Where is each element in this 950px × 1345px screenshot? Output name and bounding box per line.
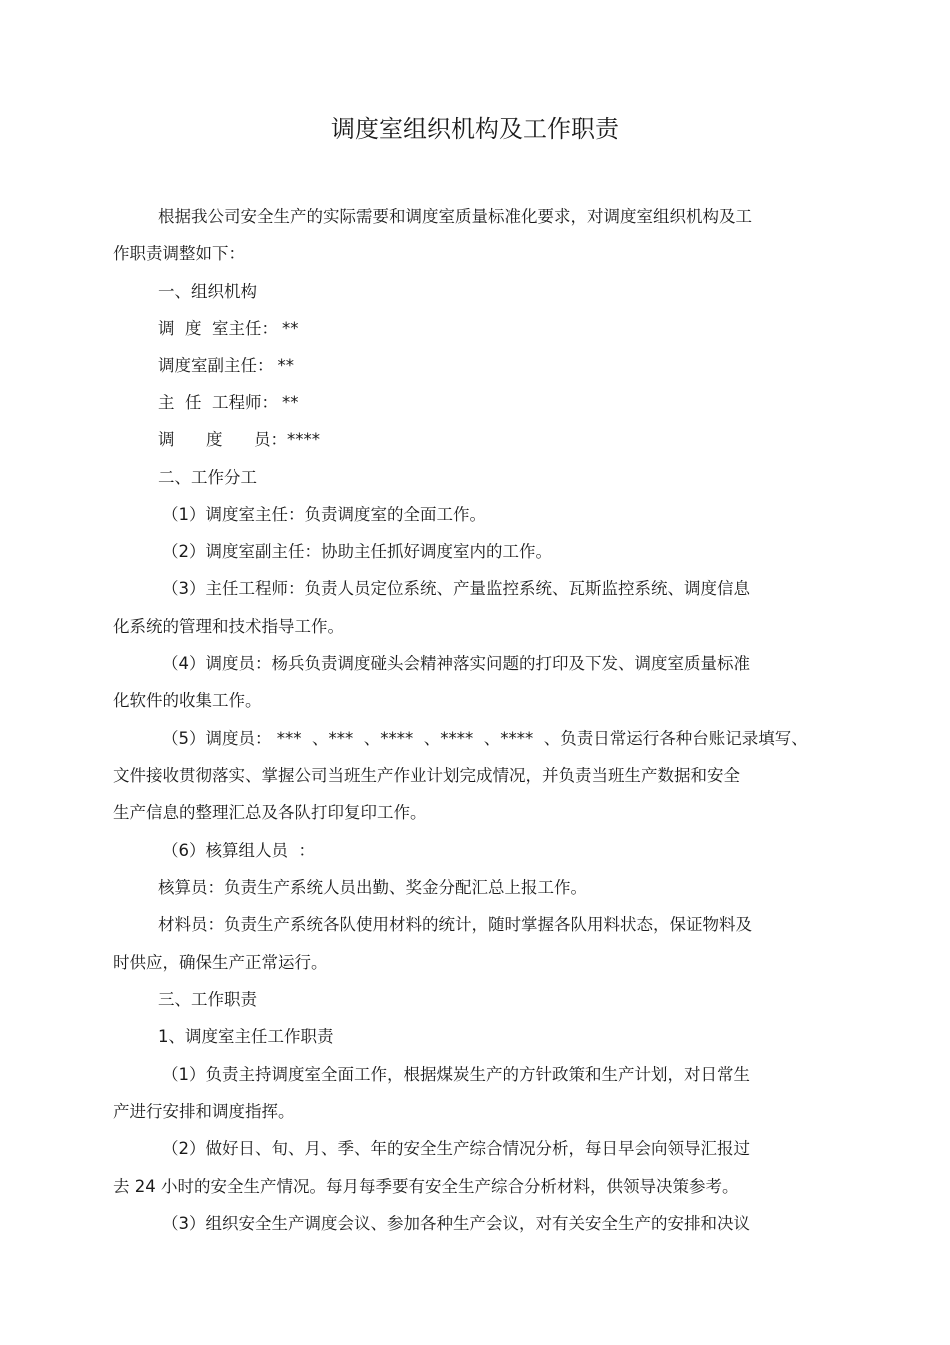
- section3-heading: 三、工作职责: [158, 990, 257, 1009]
- division-item-1: （1）调度室主任：负责调度室的全面工作。: [162, 505, 486, 524]
- intro-line-1: 根据我公司安全生产的实际需要和调度室质量标准化要求，对调度室组织机构及工: [158, 207, 752, 226]
- director-row: [158, 317, 298, 341]
- division-item-2: （2）调度室副主任：协助主任抓好调度室内的工作。: [162, 542, 552, 561]
- division-item-4-line-1: （4）调度员：杨兵负责调度碰头会精神落实问题的打印及下发、调度室质量标准: [162, 654, 750, 673]
- duty-2-line-1: （2）做好日、旬、月、季、年的安全生产综合情况分析，每日早会向领导汇报过: [162, 1139, 750, 1158]
- material-duty-line-1: 材料员：负责生产系统各队使用材料的统计，随时掌握各队用料状态，保证物料及: [158, 915, 752, 934]
- engineer-value: **: [281, 393, 299, 412]
- dispatcher-label: 调 度 员：: [158, 430, 287, 449]
- dispatcher-value: ****: [286, 430, 320, 449]
- director-label: 调 度 室主任：: [158, 319, 278, 338]
- duty-3-line-1: （3）组织安全生产调度会议、参加各种生产会议，对有关安全生产的安排和决议: [162, 1214, 750, 1233]
- accountant-duty: 核算员：负责生产系统人员出勤、奖金分配汇总上报工作。: [158, 878, 587, 897]
- division-item-3-line-1: （3）主任工程师：负责人员定位系统、产量监控系统、瓦斯监控系统、调度信息: [162, 579, 750, 598]
- division-item-4-line-2: 化软件的收集工作。: [113, 691, 262, 710]
- dispatcher-row: [158, 428, 320, 452]
- section1-heading: 一、组织机构: [158, 282, 257, 301]
- deputy-value: **: [277, 356, 294, 375]
- intro-line-2: 作职责调整如下：: [113, 244, 245, 263]
- deputy-label: 调度室副主任：: [158, 356, 274, 375]
- director-value: **: [281, 319, 299, 338]
- deputy-row: [158, 354, 294, 378]
- duty-1-line-2: 产进行安排和调度指挥。: [113, 1102, 295, 1121]
- engineer-label: 主 任 工程师：: [158, 393, 278, 412]
- document-title: 调度室组织机构及工作职责: [331, 115, 619, 143]
- duty-2-line-2: 去 24 小时的安全生产情况。每月每季要有安全生产综合分析材料，供领导决策参考。: [113, 1177, 739, 1196]
- division-item-5-line-3: 生产信息的整理汇总及各队打印复印工作。: [113, 803, 427, 822]
- engineer-row: [158, 391, 298, 415]
- division-item-5-line-1: （5）调度员： *** 、*** 、**** 、**** 、**** 、负责日常运行各种台账记录填写、: [162, 729, 808, 748]
- material-duty-line-2: 时供应，确保生产正常运行。: [113, 953, 328, 972]
- division-item-3-line-2: 化系统的管理和技术指导工作。: [113, 617, 344, 636]
- division-item-6: （6）核算组人员 ：: [162, 841, 315, 860]
- director-duties-heading: 1、调度室主任工作职责: [158, 1027, 334, 1046]
- duty-1-line-1: （1）负责主持调度室全面工作，根据煤炭生产的方针政策和生产计划，对日常生: [162, 1065, 750, 1084]
- section2-heading: 二、工作分工: [158, 468, 257, 487]
- division-item-5-line-2: 文件接收贯彻落实、掌握公司当班生产作业计划完成情况，并负责当班生产数据和安全: [113, 766, 740, 785]
